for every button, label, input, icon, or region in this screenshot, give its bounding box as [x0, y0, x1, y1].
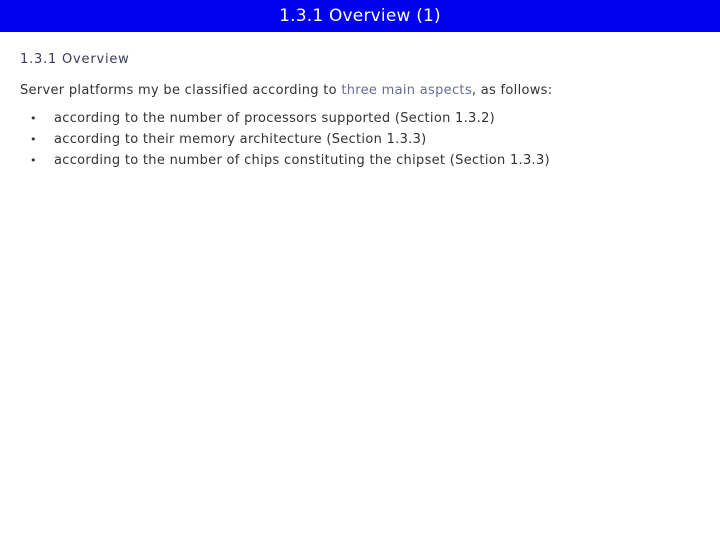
intro-text-start: Server platforms my be classified according to	[20, 83, 342, 98]
bullet-icon: •	[30, 133, 37, 146]
bullet-text: according to their memory architecture (Section 1.3.3)	[54, 132, 427, 147]
bullet-icon: •	[30, 154, 37, 167]
section-heading: 1.3.1 Overview	[20, 52, 130, 67]
intro-highlight: three main aspects	[341, 83, 472, 98]
bullet-text: according to the number of chips constituting the chipset (Section 1.3.3)	[54, 153, 550, 168]
bullet-text: according to the number of processors supported (Section 1.3.2)	[54, 111, 496, 126]
slide-title: 1.3.1 Overview (1)	[0, 0, 720, 32]
bullet-icon: •	[30, 112, 37, 125]
intro-paragraph	[20, 83, 552, 98]
intro-text-end: , as follows:	[471, 83, 553, 98]
